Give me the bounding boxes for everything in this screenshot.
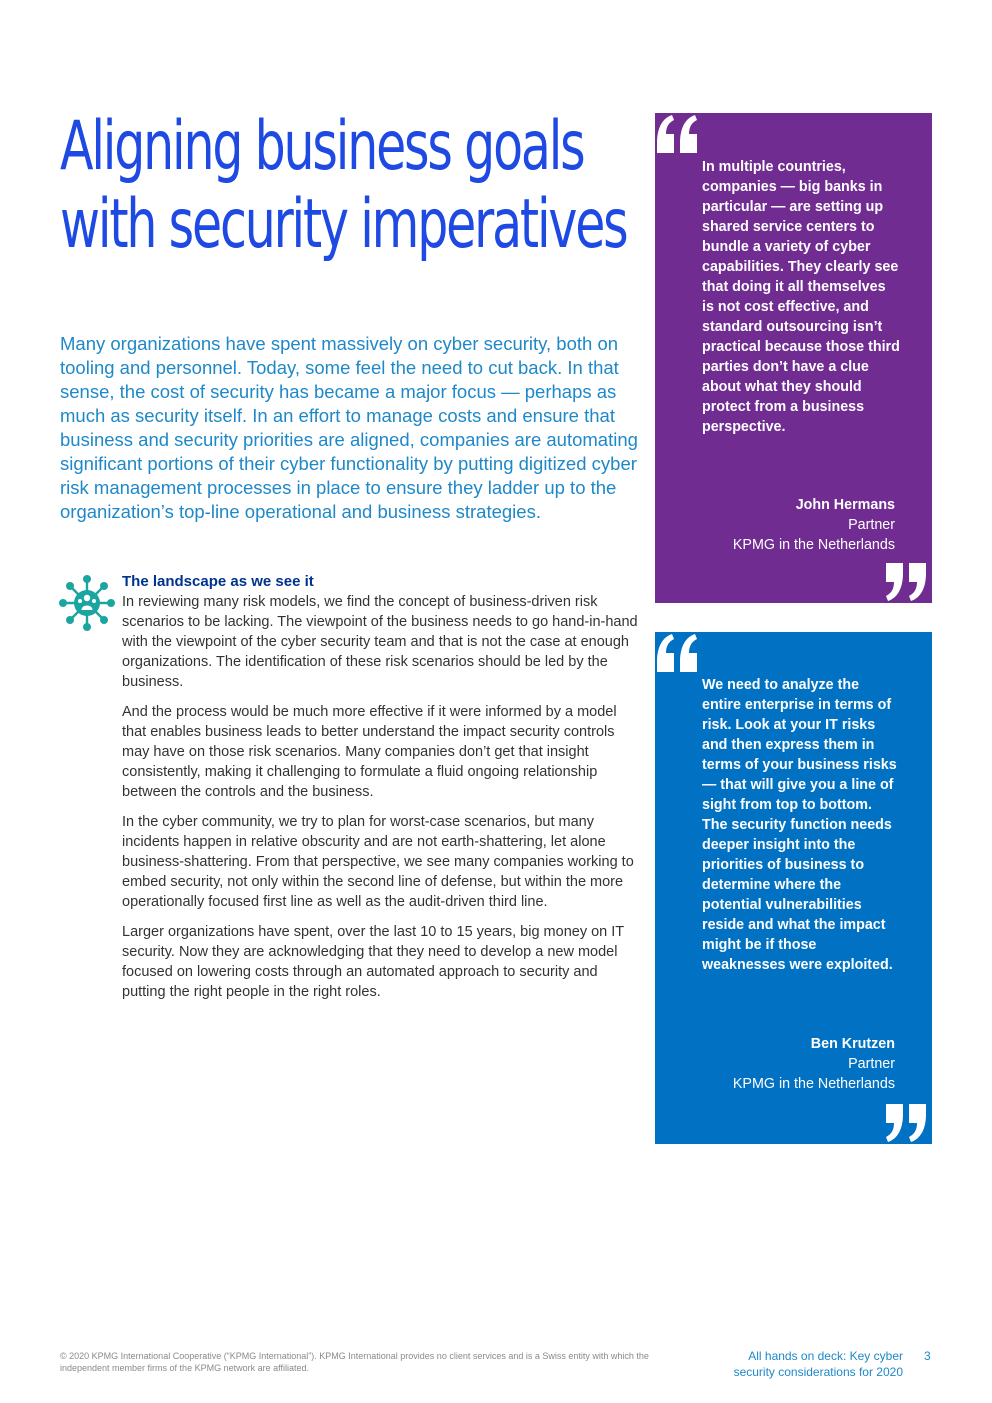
quote-author-org: KPMG in the Netherlands xyxy=(732,1076,895,1092)
close-quote-icon xyxy=(882,1102,932,1144)
page-number: 3 xyxy=(924,1349,931,1363)
close-quote-icon xyxy=(882,561,932,603)
section-heading: The landscape as we see it xyxy=(122,573,314,590)
quote-author-role: Partner xyxy=(848,517,895,533)
quote-author-name: Ben Krutzen xyxy=(810,1036,895,1052)
footer-publication-line-1: All hands on deck: Key cyber xyxy=(748,1349,903,1363)
body-paragraph: And the process would be much more effective if it were informed by a model that enables business leads to better understand the impact security controls may have on those risk scenarios. Many companies don’t get that insight consistently, making it challenging to formulate a fluid ongoing relationship between the controls and the business. xyxy=(122,704,617,800)
pull-quote-hermans xyxy=(655,113,932,603)
quote-text: In multiple countries, companies — big banks in particular — are setting up shared service centers to bundle a variety of cyber capabilities. They clearly see that doing it all themselves is not cost effective, and standard outsourcing isn’t practical because those third parties don’t have a clue about what they should protect from a business perspective. xyxy=(702,159,900,435)
footer-publication-line-2: security considerations for 2020 xyxy=(733,1365,903,1379)
quote-text: We need to analyze the entire enterprise in terms of risk. Look at your IT risks and then express them in terms of your business risks — that will give you a line of sight from top to bottom. The security function needs deeper insight into the priorities of business to determine where the potential vulnerabilities reside and what the impact might be if those weaknesses were exploited. xyxy=(702,677,897,973)
footer-publication-title xyxy=(700,1348,903,1380)
quote-author-org: KPMG in the Netherlands xyxy=(732,537,895,553)
body-paragraph: In the cyber community, we try to plan for worst-case scenarios, but many incidents happen in relative obscurity and are not earth-shattering, let alone business-shattering. From that perspective, we see many companies working to embed security, not only within the second line of defense, but within the more operationally focused first line as well as the audit-driven third line. xyxy=(122,814,634,910)
page-title-line-1: Aligning business goals xyxy=(60,107,584,186)
section-body xyxy=(122,592,642,1012)
quote-attribution xyxy=(733,495,895,555)
intro-paragraph: Many organizations have spent massively on cyber security, both on tooling and personnel. Today, some feel the need to cut back. In that sense, the cost of security has became a major focus — perhaps as much as security itself. In an effort to manage costs and ensure that business and security priorities are aligned, companies are automating significant portions of their cyber functionality by putting digitized cyber risk management processes in place to ensure they ladder up to the organization’s top-line operational and business strategies. xyxy=(60,333,638,522)
page-title-line-2: with security imperatives xyxy=(60,185,627,264)
people-network-icon xyxy=(58,574,116,632)
page-title xyxy=(60,107,627,264)
pull-quote-krutzen xyxy=(655,632,932,1144)
body-paragraph: In reviewing many risk models, we find the concept of business-driven risk scenarios to be lacking. The viewpoint of the business needs to go hand-in-hand with the viewpoint of the cyber security team and that is not the case at enough organizations. The identification of these risk scenarios should be led by the business. xyxy=(122,594,638,690)
quote-author-role: Partner xyxy=(848,1056,895,1072)
footer-legal-notice: © 2020 KPMG International Cooperative (“KPMG International”). KPMG International provides no client services and is a Swiss entity with which the independent member firms of the KPMG network are affiliated. xyxy=(60,1351,649,1373)
quote-author-name: John Hermans xyxy=(795,497,895,513)
body-paragraph: Larger organizations have spent, over the last 10 to 15 years, big money on IT security. Now they are acknowledging that they need to develop a new model focused on lowering costs through an automated approach to security and putting the right people in the right roles. xyxy=(122,924,624,1000)
quote-attribution xyxy=(733,1034,895,1094)
